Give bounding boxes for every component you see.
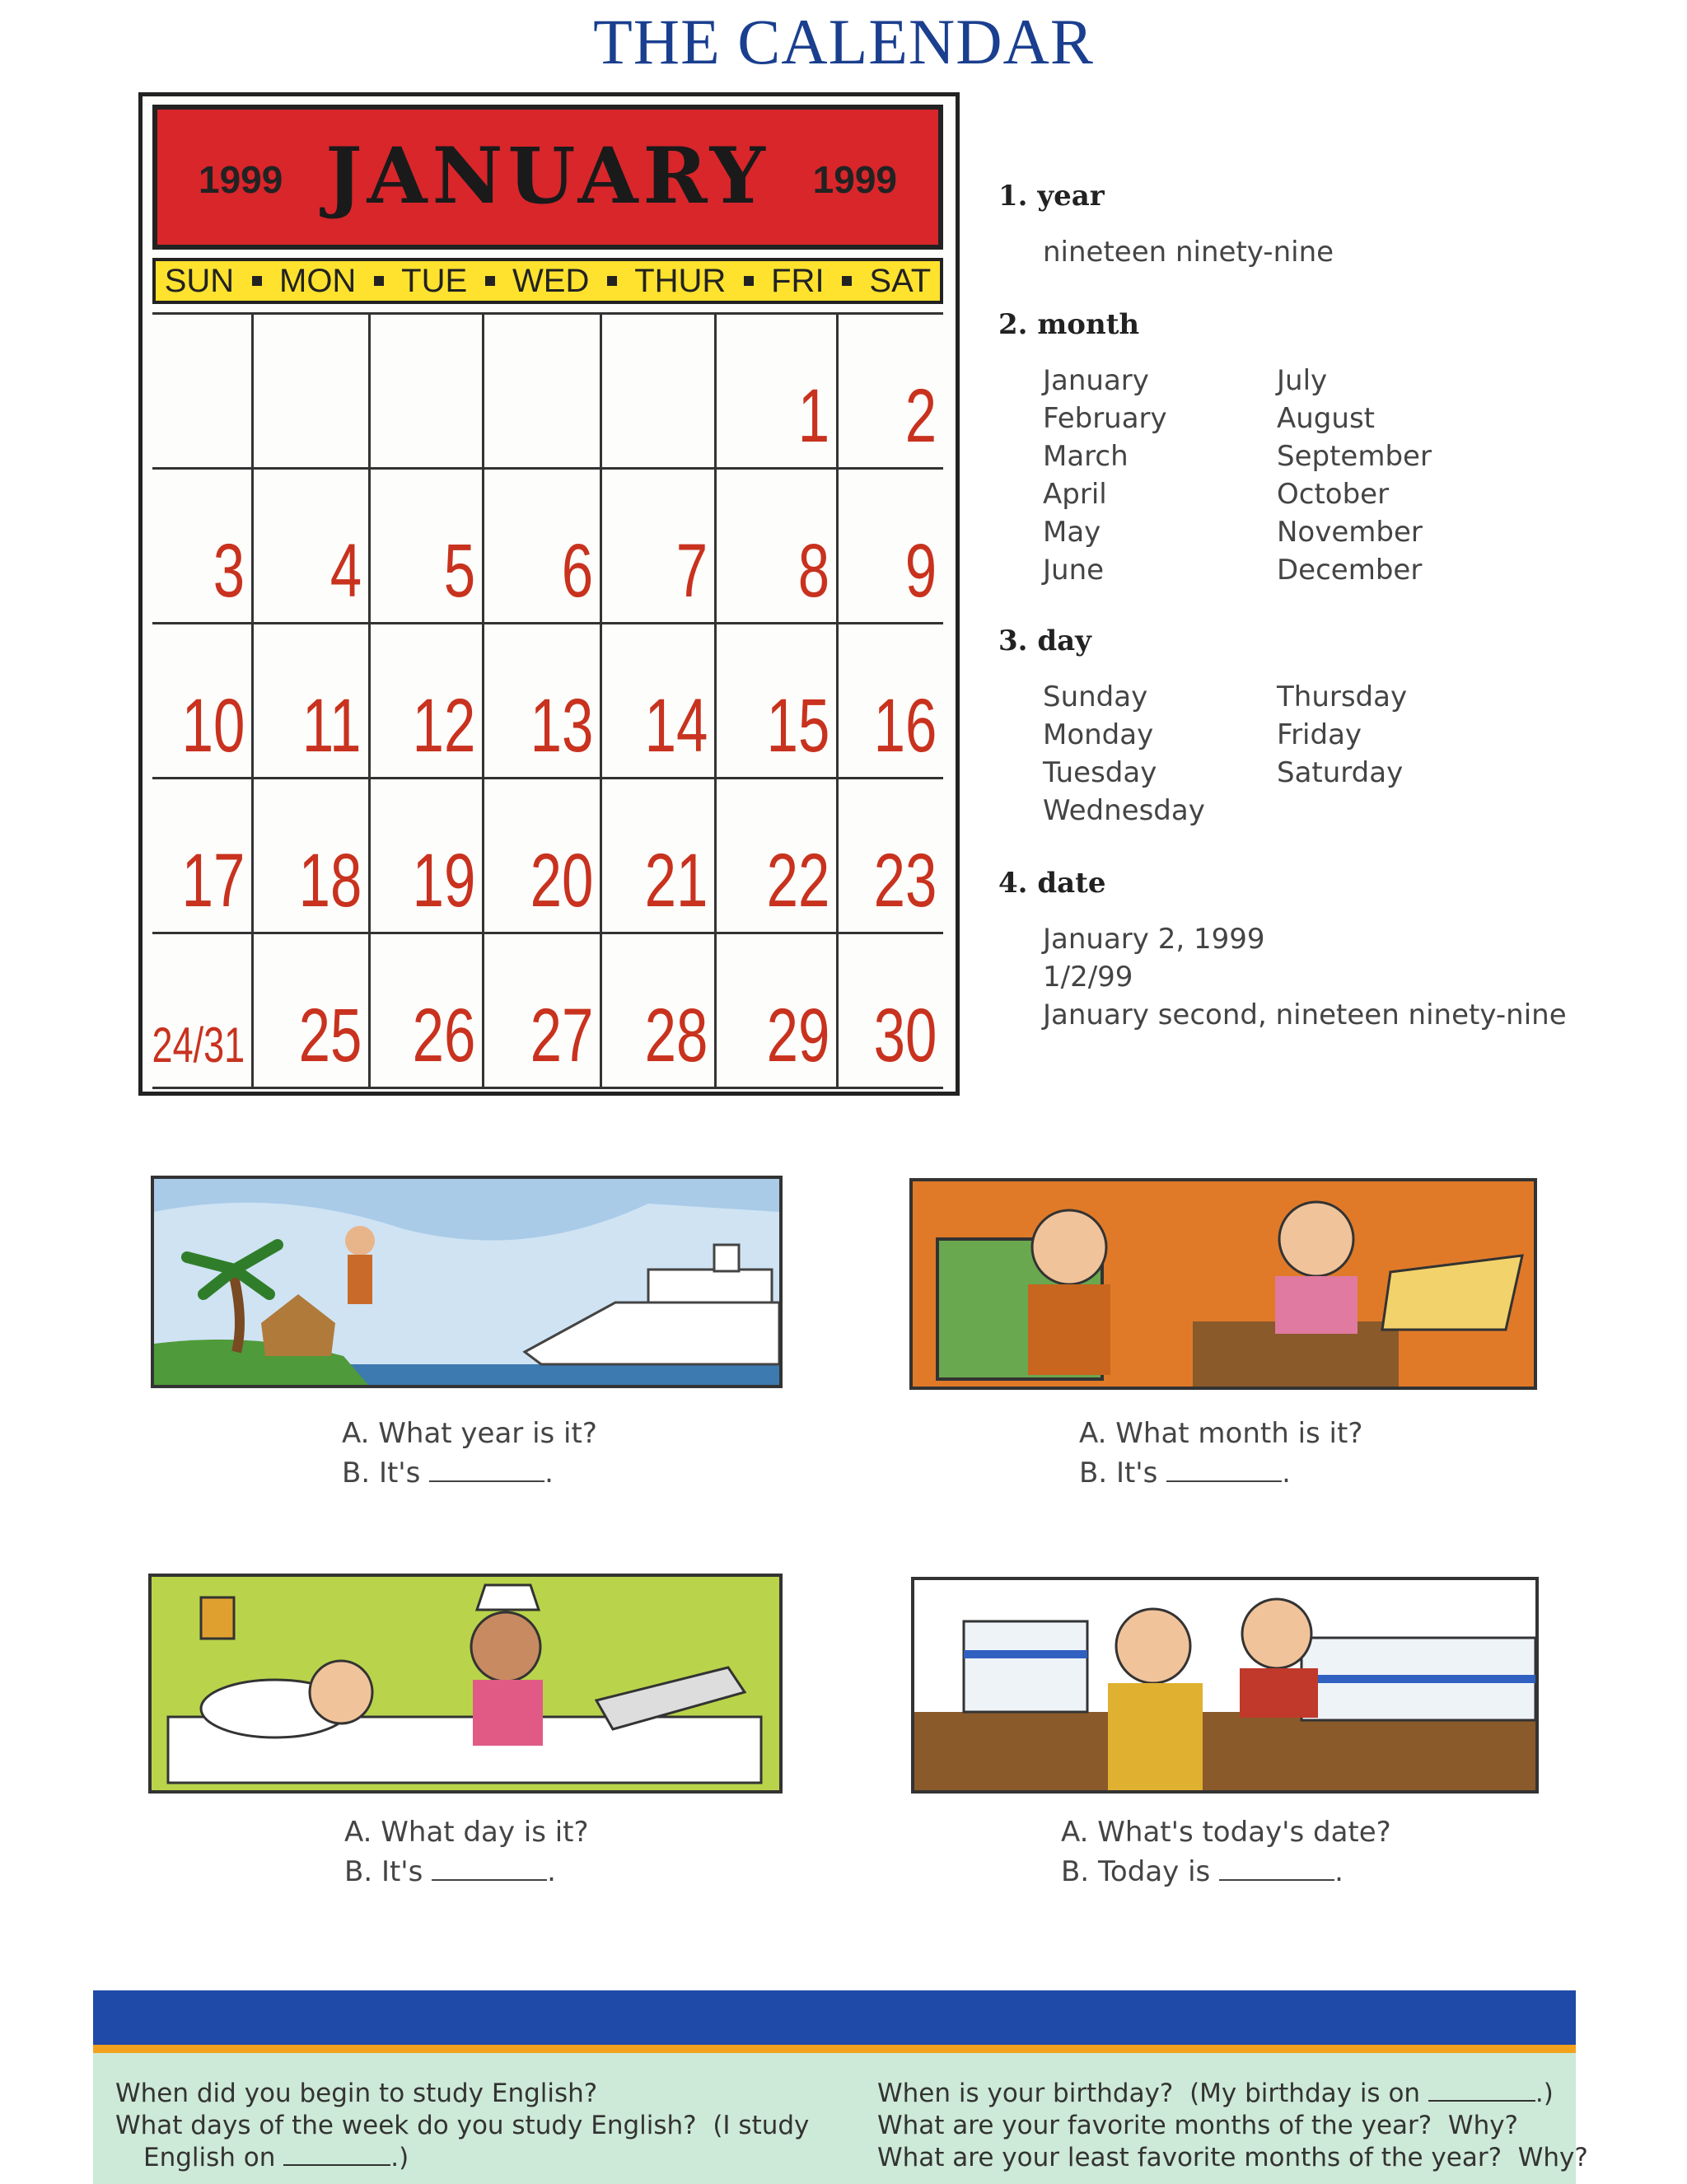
vocab-heading-date: 4. date — [998, 867, 1106, 900]
calendar-day-cell: 17 — [181, 839, 245, 923]
answer-blank — [1428, 2082, 1535, 2102]
answer-blank — [283, 2146, 390, 2166]
calendar-day-cell: 24/31 — [152, 1017, 245, 1073]
dialog-question: A. What day is it? — [344, 1816, 589, 1849]
question-right-1 — [877, 2078, 1554, 2110]
answer-blank — [429, 1457, 544, 1482]
calendar-day-cell: 25 — [298, 994, 362, 1078]
calendar-day-cell: 1 — [797, 374, 829, 458]
question-right-3: What are your least favorite months of the year? Why? — [877, 2143, 1588, 2172]
bullet-icon — [607, 276, 617, 286]
grid-row-line — [152, 312, 943, 315]
scene-office-illustration — [909, 1178, 1537, 1390]
weekday-label: FRI — [771, 262, 825, 299]
answer-blank — [1219, 1856, 1334, 1881]
calendar-day-cell: 5 — [443, 529, 475, 613]
month-item: April — [1043, 478, 1107, 511]
grid-row-line — [152, 622, 943, 624]
calendar-day-cell: 12 — [412, 684, 475, 768]
bullet-icon — [485, 276, 495, 286]
calendar-day-cell: 18 — [298, 839, 362, 923]
calendar-day-cell: 29 — [766, 994, 829, 1078]
calendar-day-cell: 4 — [329, 529, 362, 613]
bottom-band-orange — [93, 2045, 1576, 2053]
dialog-date — [1061, 1812, 1391, 1892]
month-item: October — [1277, 478, 1390, 511]
scene-bank-illustration — [911, 1577, 1539, 1793]
calendar-day-cell: 2 — [904, 374, 937, 458]
question-left-3-suffix: .) — [390, 2143, 409, 2172]
vocab-heading-day: 3. day — [998, 624, 1091, 657]
question-left-1: When did you begin to study English? — [115, 2079, 598, 2108]
grid-row-line — [152, 1087, 943, 1089]
weekday-label: SAT — [869, 262, 932, 299]
day-item: Thursday — [1277, 680, 1408, 713]
weekday-label: THUR — [634, 262, 727, 299]
grid-row-line — [152, 777, 943, 779]
question-left-3-prefix: English on — [143, 2143, 276, 2172]
calendar-day-cell: 7 — [675, 529, 708, 613]
bullet-icon — [744, 276, 754, 286]
calendar-header — [152, 105, 943, 250]
dialog-day — [344, 1812, 589, 1892]
dialog-answer-prefix: B. It's — [344, 1855, 423, 1888]
calendar-day-cell: 20 — [530, 839, 593, 923]
scene-island-illustration — [151, 1176, 783, 1388]
question-left-2: What days of the week do you study English? (I study — [115, 2111, 810, 2140]
question-left-3 — [143, 2142, 409, 2174]
dialog-answer-suffix: . — [1282, 1457, 1291, 1490]
grid-column-line — [836, 312, 839, 1087]
month-item: June — [1043, 554, 1105, 587]
day-item: Wednesday — [1043, 794, 1205, 827]
month-item: September — [1277, 440, 1432, 473]
dialog-question: A. What month is it? — [1079, 1417, 1363, 1450]
calendar-day-cell: 19 — [412, 839, 475, 923]
weekday-bar — [152, 258, 943, 304]
bullet-icon — [374, 276, 384, 286]
calendar-day-cell: 27 — [530, 994, 593, 1078]
grid-column-line — [251, 312, 254, 1087]
calendar-day-cell: 3 — [213, 529, 245, 613]
grid-column-line — [600, 312, 602, 1087]
bank-teller-icon — [914, 1580, 1535, 1790]
question-right-2: What are your favorite months of the year? Why? — [877, 2111, 1519, 2140]
grid-row-line — [152, 932, 943, 934]
dialog-answer-suffix: . — [544, 1457, 554, 1490]
month-item: August — [1277, 402, 1375, 435]
month-item: May — [1043, 516, 1101, 549]
weekday-label: WED — [512, 262, 590, 299]
day-item: Sunday — [1043, 680, 1148, 713]
calendar-day-cell: 9 — [904, 529, 937, 613]
weekday-label: TUE — [401, 262, 468, 299]
dialog-month — [1079, 1414, 1362, 1493]
month-item: March — [1043, 440, 1129, 473]
scene-hospital-illustration — [148, 1574, 783, 1793]
day-item: Friday — [1277, 718, 1362, 751]
vocab-heading-month: 2. month — [998, 308, 1140, 341]
date-example: January second, nineteen ninety-nine — [1043, 998, 1567, 1031]
calendar-day-cell: 21 — [644, 839, 708, 923]
page-title: THE CALENDAR — [593, 6, 1094, 77]
calendar-grid — [152, 312, 943, 1087]
question-right-1-prefix: When is your birthday? (My birthday is on — [877, 2079, 1421, 2108]
bottom-band-blue — [93, 1990, 1576, 2045]
calendar-day-cell: 28 — [644, 994, 708, 1078]
grid-row-line — [152, 467, 943, 470]
island-ship-icon — [154, 1179, 779, 1385]
dialog-answer-suffix: . — [1334, 1855, 1344, 1888]
month-item: July — [1277, 364, 1328, 397]
calendar-day-cell: 8 — [797, 529, 829, 613]
dialog-answer-prefix: B. It's — [1079, 1457, 1158, 1490]
calendar-day-cell: 6 — [561, 529, 593, 613]
weekday-label: MON — [279, 262, 357, 299]
calendar-day-cell: 26 — [412, 994, 475, 1078]
calendar-day-cell: 22 — [766, 839, 829, 923]
dialog-question: A. What's today's date? — [1061, 1816, 1391, 1849]
grid-column-line — [714, 312, 717, 1087]
dialog-answer-suffix: . — [547, 1855, 556, 1888]
calendar-day-cell: 15 — [766, 684, 829, 768]
calendar-month: JANUARY — [325, 131, 770, 222]
hospital-nurse-icon — [152, 1577, 779, 1790]
calendar-day-cell: 11 — [302, 684, 362, 768]
date-example: January 2, 1999 — [1043, 923, 1265, 956]
dialog-year — [342, 1414, 597, 1493]
day-item: Monday — [1043, 718, 1154, 751]
bullet-icon — [842, 276, 852, 286]
calendar-day-cell: 16 — [873, 684, 937, 768]
grid-column-line — [482, 312, 484, 1087]
calendar-year-right: 1999 — [812, 158, 897, 201]
question-right-1-suffix: .) — [1535, 2079, 1554, 2108]
calendar-day-cell: 30 — [873, 994, 937, 1078]
calendar — [138, 92, 960, 1096]
vocab-year-text: nineteen ninety-nine — [1043, 236, 1334, 269]
calendar-day-cell: 10 — [181, 684, 245, 768]
vocab-heading-year: 1. year — [998, 180, 1105, 213]
day-item: Tuesday — [1043, 756, 1157, 789]
month-item: November — [1277, 516, 1423, 549]
date-example: 1/2/99 — [1043, 961, 1133, 994]
dialog-question: A. What year is it? — [342, 1417, 597, 1450]
grid-column-line — [368, 312, 371, 1087]
answer-blank — [432, 1856, 547, 1881]
calendar-day-cell: 14 — [644, 684, 708, 768]
calendar-day-cell: 13 — [530, 684, 593, 768]
answer-blank — [1166, 1457, 1282, 1482]
calendar-year-left: 1999 — [199, 158, 283, 201]
weekday-label: SUN — [164, 262, 235, 299]
dialog-answer-prefix: B. Today is — [1061, 1855, 1211, 1888]
month-item: February — [1043, 402, 1167, 435]
day-item: Saturday — [1277, 756, 1404, 789]
month-item: January — [1043, 364, 1149, 397]
dialog-answer-prefix: B. It's — [342, 1457, 421, 1490]
office-workers-icon — [913, 1181, 1534, 1387]
calendar-day-cell: 23 — [873, 839, 937, 923]
bullet-icon — [252, 276, 262, 286]
month-item: December — [1277, 554, 1423, 587]
